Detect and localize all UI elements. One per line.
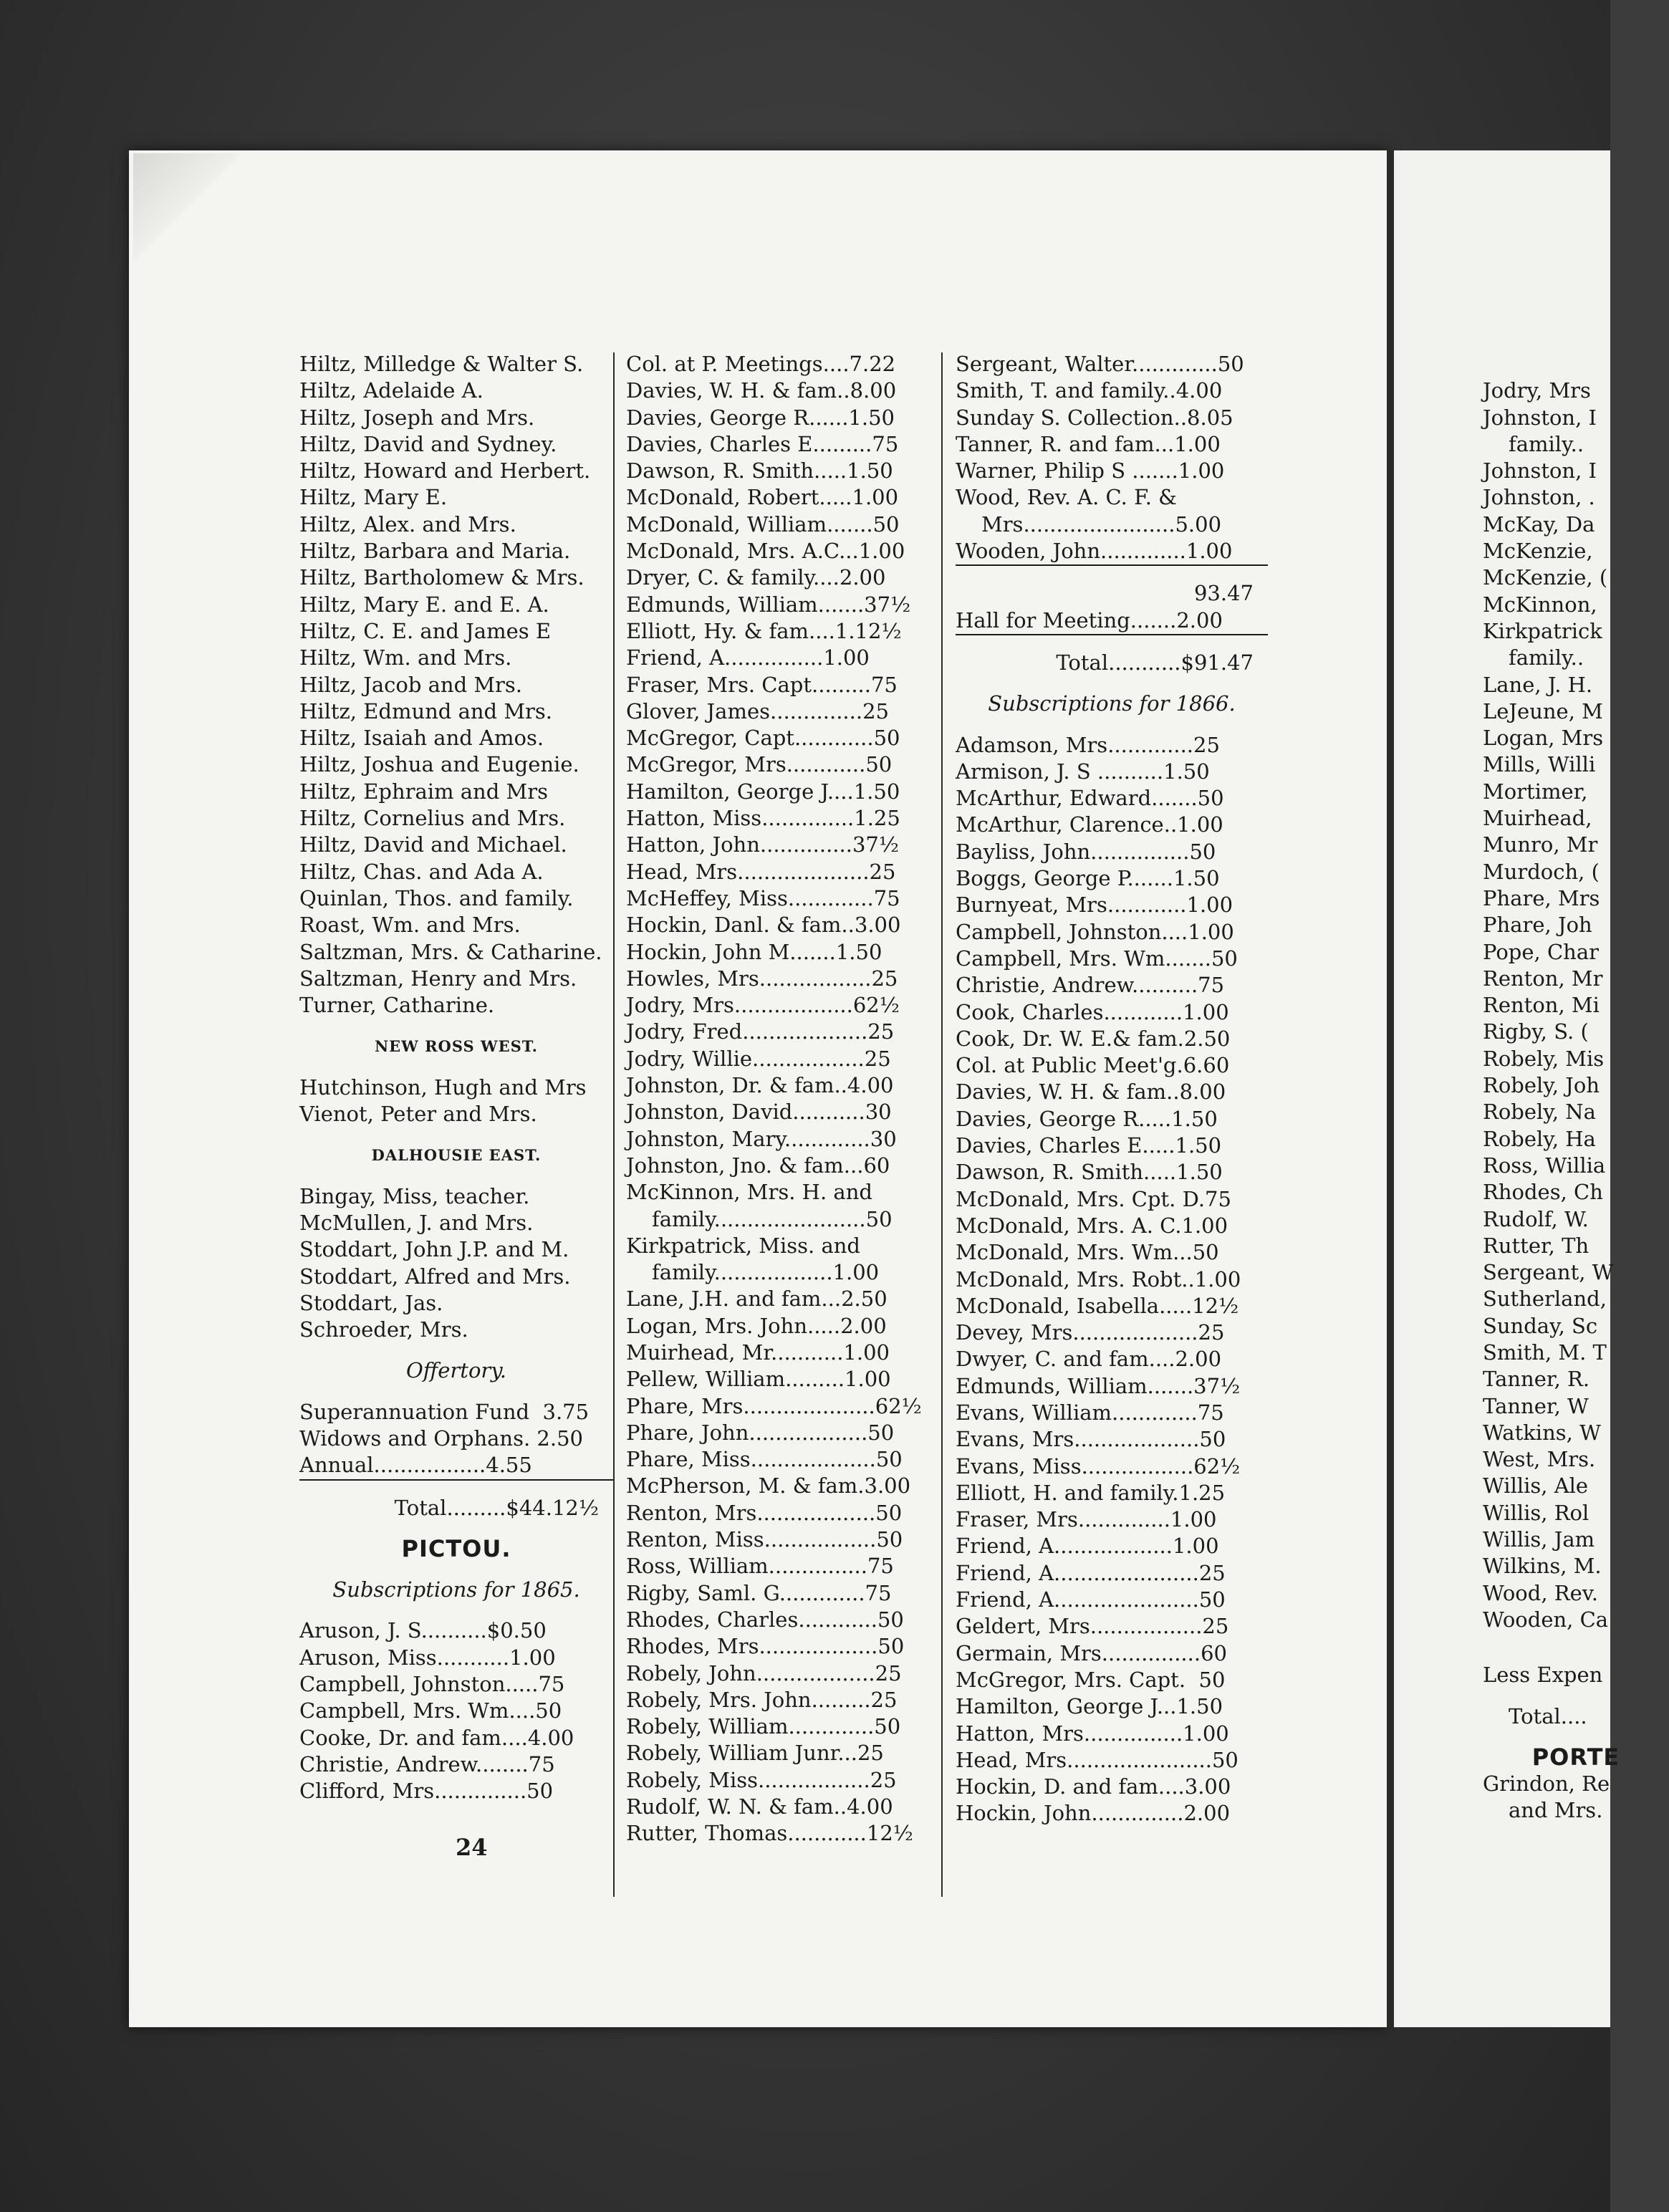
entry-line: McHeffey, Miss.............75 — [626, 885, 900, 910]
entry-line: Hamilton, George J...1.50 — [956, 1694, 1223, 1719]
entry-line: Widows and Orphans. 2.50 — [299, 1425, 584, 1451]
entry-line: Stoddart, Jas. — [299, 1290, 443, 1315]
entry-line: Hatton, Mrs...............1.00 — [956, 1721, 1229, 1746]
entry-line: Bayliss, John...............50 — [956, 839, 1216, 864]
entry-line: Saltzman, Henry and Mrs. — [299, 966, 577, 991]
entry-line: Robely, Na — [1483, 1100, 1596, 1125]
entry-line: Sergeant, Walter.............50 — [956, 352, 1244, 376]
entry-line: Turner, Catharine. — [299, 993, 495, 1018]
entry-line: Wood, Rev. A. C. F. & — [956, 485, 1177, 510]
entry-line: Boggs, George P.......1.50 — [956, 866, 1220, 891]
entry-line: Pope, Char — [1483, 939, 1599, 964]
entry-line — [1483, 1648, 1669, 1662]
entry-line: Hiltz, C. E. and James E — [299, 618, 552, 643]
entry-line — [956, 718, 1268, 732]
entry-line: Rhodes, Mrs..................50 — [626, 1634, 905, 1659]
entry-line: Johnston, . — [1483, 485, 1595, 510]
entry-line: Hiltz, Wm. and Mrs. — [299, 645, 512, 670]
entry-line: Rudolf, W. — [1483, 1206, 1589, 1231]
entry-line: Tanner, W — [1483, 1393, 1589, 1418]
entry-line: Kirkpatrick — [1483, 618, 1602, 643]
entry-line: McDonald, Mrs. Cpt. D.75 — [956, 1186, 1231, 1211]
entry-line: LeJeune, M — [1483, 698, 1603, 723]
entry-line: Hall for Meeting.......2.00 — [956, 607, 1268, 635]
entry-line: Col. at P. Meetings....7.22 — [626, 352, 896, 376]
entry-line: Hockin, John M.......1.50 — [626, 939, 882, 964]
entry-line: Hiltz, Howard and Herbert. — [299, 458, 591, 484]
entry-line: Adamson, Mrs.............25 — [956, 732, 1220, 757]
entry-line: Smith, T. and family..4.00 — [956, 378, 1223, 403]
entry-line — [1483, 1633, 1669, 1648]
entry-line — [1483, 1689, 1669, 1703]
entry-line: Total.........$44.12½ — [394, 1495, 599, 1520]
entry-line: McGregor, Capt............50 — [626, 726, 900, 751]
entry-line — [299, 1385, 613, 1399]
entry-line: Hiltz, Joshua and Eugenie. — [299, 752, 579, 777]
entry-line: Davies, Charles E.....1.50 — [956, 1133, 1222, 1158]
entry-line: Phare, John..................50 — [626, 1420, 895, 1445]
entry-line: Murdoch, ( — [1483, 859, 1600, 884]
entry-line: Cook, Dr. W. E.& fam.2.50 — [956, 1026, 1231, 1051]
entry-line: Sergeant, W — [1483, 1260, 1614, 1285]
entry-line: Total.... — [1509, 1703, 1587, 1728]
entry-line: Elliott, Hy. & fam....1.12½ — [626, 618, 902, 643]
entry-line: Fraser, Mrs..............1.00 — [956, 1507, 1217, 1532]
entry-line: Willis, Ale — [1483, 1473, 1589, 1499]
entry-line: Johnston, I — [1483, 458, 1597, 484]
entry-line: Logan, Mrs. John.....2.00 — [626, 1313, 887, 1338]
entry-line: Campbell, Mrs. Wm.......50 — [956, 946, 1238, 971]
entry-line: McGregor, Mrs. Capt. 50 — [956, 1667, 1226, 1692]
entry-line — [1483, 351, 1669, 378]
entry-line: Johnston, Mary.............30 — [626, 1126, 897, 1151]
entry-line: McMullen, J. and Mrs. — [299, 1210, 534, 1235]
entry-line — [299, 1019, 613, 1033]
entry-line: Evans, William.............75 — [956, 1400, 1224, 1425]
entry-line: Christie, Andrew........75 — [299, 1751, 555, 1776]
section-heading: Subscriptions for 1866. — [988, 691, 1236, 716]
entry-line: Schroeder, Mrs. — [299, 1317, 468, 1342]
entry-line: Geldert, Mrs.................25 — [956, 1614, 1229, 1639]
entry-line: Johnston, Dr. & fam..4.00 — [626, 1073, 894, 1098]
entry-line: Wilkins, M. — [1483, 1554, 1602, 1579]
entry-line: Hiltz, Jacob and Mrs. — [299, 672, 523, 697]
entry-line: Devey, Mrs...................25 — [956, 1320, 1225, 1345]
entry-line: Campbell, Johnston.....75 — [299, 1672, 565, 1697]
entry-line: Robely, Mrs. John.........25 — [626, 1687, 898, 1712]
entry-line: Stoddart, Alfred and Mrs. — [299, 1264, 571, 1289]
entry-line: Robely, John..................25 — [626, 1660, 902, 1686]
entry-line — [956, 566, 1268, 580]
entry-line: Kirkpatrick, Miss. and — [626, 1233, 860, 1258]
entry-line: Rudolf, W. N. & fam..4.00 — [626, 1794, 893, 1819]
entry-line: Davies, George R......1.50 — [626, 405, 895, 430]
entry-line: McKinnon, Mrs. H. and — [626, 1180, 872, 1205]
entry-line — [299, 1521, 613, 1536]
entry-line: McKenzie, — [1483, 539, 1593, 564]
column-3 — [956, 351, 1268, 1827]
entry-line: Renton, Mi — [1483, 993, 1600, 1018]
entry-line: Edmunds, William.......37½ — [956, 1373, 1241, 1398]
entry-line: Hiltz, Milledge & Walter S. — [299, 352, 584, 376]
entry-line: Tanner, R. — [1483, 1367, 1590, 1392]
entry-line: Wooden, John.............1.00 — [956, 538, 1268, 566]
entry-line: Hiltz, Ephraim and Mrs — [299, 779, 548, 804]
entry-line: Robely, Miss.................25 — [626, 1767, 897, 1792]
entry-line: Logan, Mrs — [1483, 726, 1604, 751]
entry-line — [299, 1060, 613, 1074]
entry-line: Howles, Mrs.................25 — [626, 966, 898, 991]
entry-line: Hockin, John..............2.00 — [956, 1801, 1231, 1826]
entry-line: Hiltz, Barbara and Maria. — [299, 539, 571, 564]
entry-line: Mills, Willi — [1483, 752, 1596, 777]
entry-line — [299, 1481, 613, 1495]
entry-line: Friend, A......................25 — [956, 1560, 1226, 1585]
entry-line: family..................1.00 — [652, 1260, 880, 1285]
entry-line: Tanner, R. and fam...1.00 — [956, 431, 1221, 456]
section-heading: Subscriptions for 1865. — [332, 1577, 580, 1602]
entry-line: Davies, Charles E.........75 — [626, 431, 899, 456]
page-gutter — [1387, 150, 1394, 2027]
entry-line: Johnston, David...........30 — [626, 1100, 892, 1125]
entry-line: Hiltz, Cornelius and Mrs. — [299, 806, 566, 831]
entry-line: Hiltz, Isaiah and Amos. — [299, 726, 544, 751]
entry-line: McDonald, Robert.....1.00 — [626, 485, 899, 510]
entry-line: Muirhead, — [1483, 806, 1592, 831]
entry-line: Hiltz, David and Michael. — [299, 832, 567, 857]
entry-line: Saltzman, Mrs. & Catharine. — [299, 939, 602, 964]
entry-line: Phare, Joh — [1483, 913, 1592, 938]
entry-line: Renton, Mr — [1483, 966, 1603, 991]
entry-line: Dryer, C. & family....2.00 — [626, 565, 886, 590]
section-heading: DALHOUSIE EAST. — [371, 1146, 542, 1165]
entry-line: Col. at Public Meet'g.6.60 — [956, 1053, 1230, 1078]
entry-line: Christie, Andrew..........75 — [956, 973, 1225, 998]
entry-line: Robely, Ha — [1483, 1126, 1596, 1151]
entry-line: Vienot, Peter and Mrs. — [299, 1102, 537, 1127]
entry-line: Hockin, Danl. & fam..3.00 — [626, 913, 901, 938]
entry-line: Davies, W. H. & fam..8.00 — [626, 378, 897, 403]
entry-line: Munro, Mr — [1483, 832, 1598, 857]
entry-line — [299, 1562, 613, 1577]
entry-line: Hiltz, Mary E. — [299, 485, 448, 510]
entry-line: Mortimer, — [1483, 779, 1588, 804]
page-corner-fold — [133, 153, 241, 261]
entry-line: Hatton, Miss..............1.25 — [626, 806, 900, 831]
column-divider-2 — [941, 352, 943, 1897]
entry-line: Quinlan, Thos. and family. — [299, 885, 574, 910]
entry-line: Robely, William Junr...25 — [626, 1741, 884, 1766]
entry-line: Armison, J. S ..........1.50 — [956, 759, 1210, 784]
entry-line: Hiltz, Joseph and Mrs. — [299, 405, 535, 430]
entry-line: Germain, Mrs...............60 — [956, 1640, 1227, 1665]
entry-line: McDonald, Isabella.....12½ — [956, 1293, 1239, 1318]
entry-line: McArthur, Clarence..1.00 — [956, 812, 1223, 837]
entry-line: Head, Mrs....................25 — [626, 859, 896, 884]
column-divider-1 — [613, 352, 615, 1897]
entry-line: Edmunds, William.......37½ — [626, 592, 911, 617]
entry-line: Sunday, Sc — [1483, 1313, 1598, 1338]
entry-line: Willis, Rol — [1483, 1500, 1589, 1525]
entry-line: family.. — [1509, 645, 1584, 670]
entry-line: Aruson, Miss...........1.00 — [299, 1645, 556, 1670]
entry-line: Ross, Willia — [1483, 1153, 1606, 1178]
entry-line: Warner, Philip S .......1.00 — [956, 458, 1225, 484]
section-heading: PICTOU. — [401, 1534, 511, 1562]
entry-line: Jodry, Mrs..................62½ — [626, 993, 900, 1018]
entry-line: McKenzie, ( — [1483, 565, 1608, 590]
entry-line: Fraser, Mrs. Capt.........75 — [626, 672, 898, 697]
entry-line: Phare, Mrs....................62½ — [626, 1393, 922, 1418]
entry-line: Stoddart, John J.P. and M. — [299, 1237, 569, 1262]
entry-line: Friend, A......................50 — [956, 1587, 1226, 1612]
entry-line: Friend, A...............1.00 — [626, 645, 870, 670]
entry-line — [299, 1603, 613, 1617]
entry-line: Willis, Jam — [1483, 1527, 1595, 1552]
entry-line — [956, 635, 1268, 650]
entry-line: Pellew, William.........1.00 — [626, 1367, 891, 1392]
entry-line: Elliott, H. and family.1.25 — [956, 1480, 1226, 1505]
entry-line: Sutherland, — [1483, 1287, 1607, 1312]
entry-line: McDonald, Mrs. A.C...1.00 — [626, 539, 905, 564]
entry-line: Smith, M. T — [1483, 1340, 1607, 1365]
column-2 — [626, 351, 934, 1847]
entry-line: Hamilton, George J....1.50 — [626, 779, 900, 804]
entry-line: Total...........$91.47 — [1056, 650, 1254, 675]
column-4-adjacent — [1483, 351, 1669, 1824]
entry-line: Johnston, Jno. & fam...60 — [626, 1153, 890, 1178]
entry-line: Hiltz, Edmund and Mrs. — [299, 698, 552, 723]
entry-line: Rigby, Saml. G.............75 — [626, 1580, 892, 1605]
entry-line: family.......................50 — [652, 1206, 893, 1231]
entry-line: Hutchinson, Hugh and Mrs — [299, 1074, 587, 1100]
entry-line: Mrs.......................5.00 — [981, 511, 1222, 537]
entry-line: Rhodes, Ch — [1483, 1180, 1603, 1205]
entry-line: Davies, W. H. & fam..8.00 — [956, 1079, 1226, 1105]
entry-line: Hatton, John..............37½ — [626, 832, 899, 857]
entry-line: Renton, Miss.................50 — [626, 1527, 903, 1552]
entry-line: Burnyeat, Mrs............1.00 — [956, 893, 1233, 918]
entry-line: Hiltz, Chas. and Ada A. — [299, 859, 544, 884]
entry-line: Campbell, Johnston....1.00 — [956, 919, 1234, 944]
entry-line: Jodry, Willie.................25 — [626, 1046, 891, 1071]
entry-line: Glover, James..............25 — [626, 698, 889, 723]
entry-line: Lane, J.H. and fam...2.50 — [626, 1287, 888, 1312]
entry-line: Muirhead, Mr...........1.00 — [626, 1340, 890, 1365]
entry-line: Less Expen — [1483, 1663, 1603, 1688]
entry-line: Hiltz, Mary E. and E. A. — [299, 592, 549, 617]
entry-line: Sunday S. Collection..8.05 — [956, 405, 1233, 430]
entry-line: Ross, William...............75 — [626, 1554, 894, 1579]
entry-line: Head, Mrs......................50 — [956, 1747, 1238, 1772]
entry-line: Phare, Mrs — [1483, 885, 1600, 910]
entry-line: Aruson, J. S..........$0.50 — [299, 1618, 547, 1643]
entry-line: Robely, Joh — [1483, 1073, 1600, 1098]
entry-line: Rigby, S. ( — [1483, 1019, 1589, 1044]
entry-line: Clifford, Mrs..............50 — [299, 1779, 554, 1804]
entry-line: Jodry, Mrs — [1483, 378, 1591, 403]
entry-line — [299, 1127, 613, 1142]
entry-line: Cook, Charles............1.00 — [956, 999, 1229, 1024]
entry-line: Friend, A..................1.00 — [956, 1534, 1219, 1559]
entry-line: and Mrs. — [1509, 1798, 1603, 1823]
entry-line: Rhodes, Charles............50 — [626, 1607, 904, 1632]
entry-line: Wooden, Ca — [1483, 1607, 1609, 1632]
entry-line: Renton, Mrs..................50 — [626, 1500, 903, 1525]
entry-line: Rutter, Th — [1483, 1233, 1589, 1258]
entry-line: McGregor, Mrs............50 — [626, 752, 893, 777]
entry-line: McDonald, Mrs. Wm...50 — [956, 1240, 1219, 1265]
entry-line: Annual.................4.55 — [299, 1452, 613, 1480]
section-heading: PORTE — [1531, 1743, 1620, 1771]
column-1 — [299, 351, 613, 1805]
entry-line: McDonald, Mrs. Robt..1.00 — [956, 1266, 1241, 1292]
entry-line: Hiltz, David and Sydney. — [299, 431, 557, 456]
entry-line: 93.47 — [1193, 581, 1254, 606]
entry-line: Cooke, Dr. and fam....4.00 — [299, 1725, 574, 1750]
entry-line: Dwyer, C. and fam....2.00 — [956, 1347, 1222, 1372]
entry-line: Hockin, D. and fam....3.00 — [956, 1774, 1231, 1799]
entry-line: Wood, Rev. — [1483, 1580, 1598, 1605]
entry-line: Grindon, Re — [1483, 1771, 1610, 1797]
entry-line: McPherson, M. & fam.3.00 — [626, 1473, 911, 1499]
entry-line — [299, 1169, 613, 1183]
entry-line: McDonald, Mrs. A. C.1.00 — [956, 1213, 1228, 1238]
section-heading: NEW ROSS WEST. — [374, 1037, 538, 1056]
entry-line: Bingay, Miss, teacher. — [299, 1183, 530, 1208]
entry-line: Evans, Miss.................62½ — [956, 1453, 1241, 1478]
entry-line: Superannuation Fund 3.75 — [299, 1399, 590, 1424]
entry-line: Hiltz, Alex. and Mrs. — [299, 511, 516, 537]
entry-line: Johnston, I — [1483, 405, 1597, 430]
entry-line: Robely, William.............50 — [626, 1714, 901, 1739]
entry-line: McKay, Da — [1483, 511, 1595, 537]
page-number: 24 — [456, 1834, 488, 1861]
entry-line: McArthur, Edward.......50 — [956, 786, 1224, 811]
entry-line: Lane, J. H. — [1483, 672, 1593, 697]
section-heading: Offertory. — [405, 1358, 507, 1383]
entry-line: family.. — [1509, 431, 1584, 456]
entry-line: Jodry, Fred...................25 — [626, 1019, 895, 1044]
entry-line: Rutter, Thomas............12½ — [626, 1821, 913, 1846]
entry-line: Watkins, W — [1483, 1420, 1601, 1445]
entry-line: Dawson, R. Smith.....1.50 — [956, 1160, 1223, 1185]
entry-line: Davies, George R.....1.50 — [956, 1106, 1218, 1131]
entry-line: McDonald, William.......50 — [626, 511, 900, 537]
entry-line: Roast, Wm. and Mrs. — [299, 913, 521, 938]
entry-line: Phare, Miss...................50 — [626, 1447, 903, 1472]
entry-line: Evans, Mrs...................50 — [956, 1427, 1226, 1452]
entry-line: Hiltz, Adelaide A. — [299, 378, 484, 403]
entry-line: West, Mrs. — [1483, 1447, 1596, 1472]
entry-line: Robely, Mis — [1483, 1046, 1605, 1071]
entry-line — [956, 676, 1268, 691]
entry-line — [299, 1343, 613, 1357]
entry-line — [1483, 1730, 1669, 1744]
entry-line: Campbell, Mrs. Wm....50 — [299, 1698, 562, 1723]
entry-line: Hiltz, Bartholomew & Mrs. — [299, 565, 585, 590]
entry-line: Dawson, R. Smith.....1.50 — [626, 458, 893, 484]
entry-line: McKinnon, — [1483, 592, 1597, 617]
